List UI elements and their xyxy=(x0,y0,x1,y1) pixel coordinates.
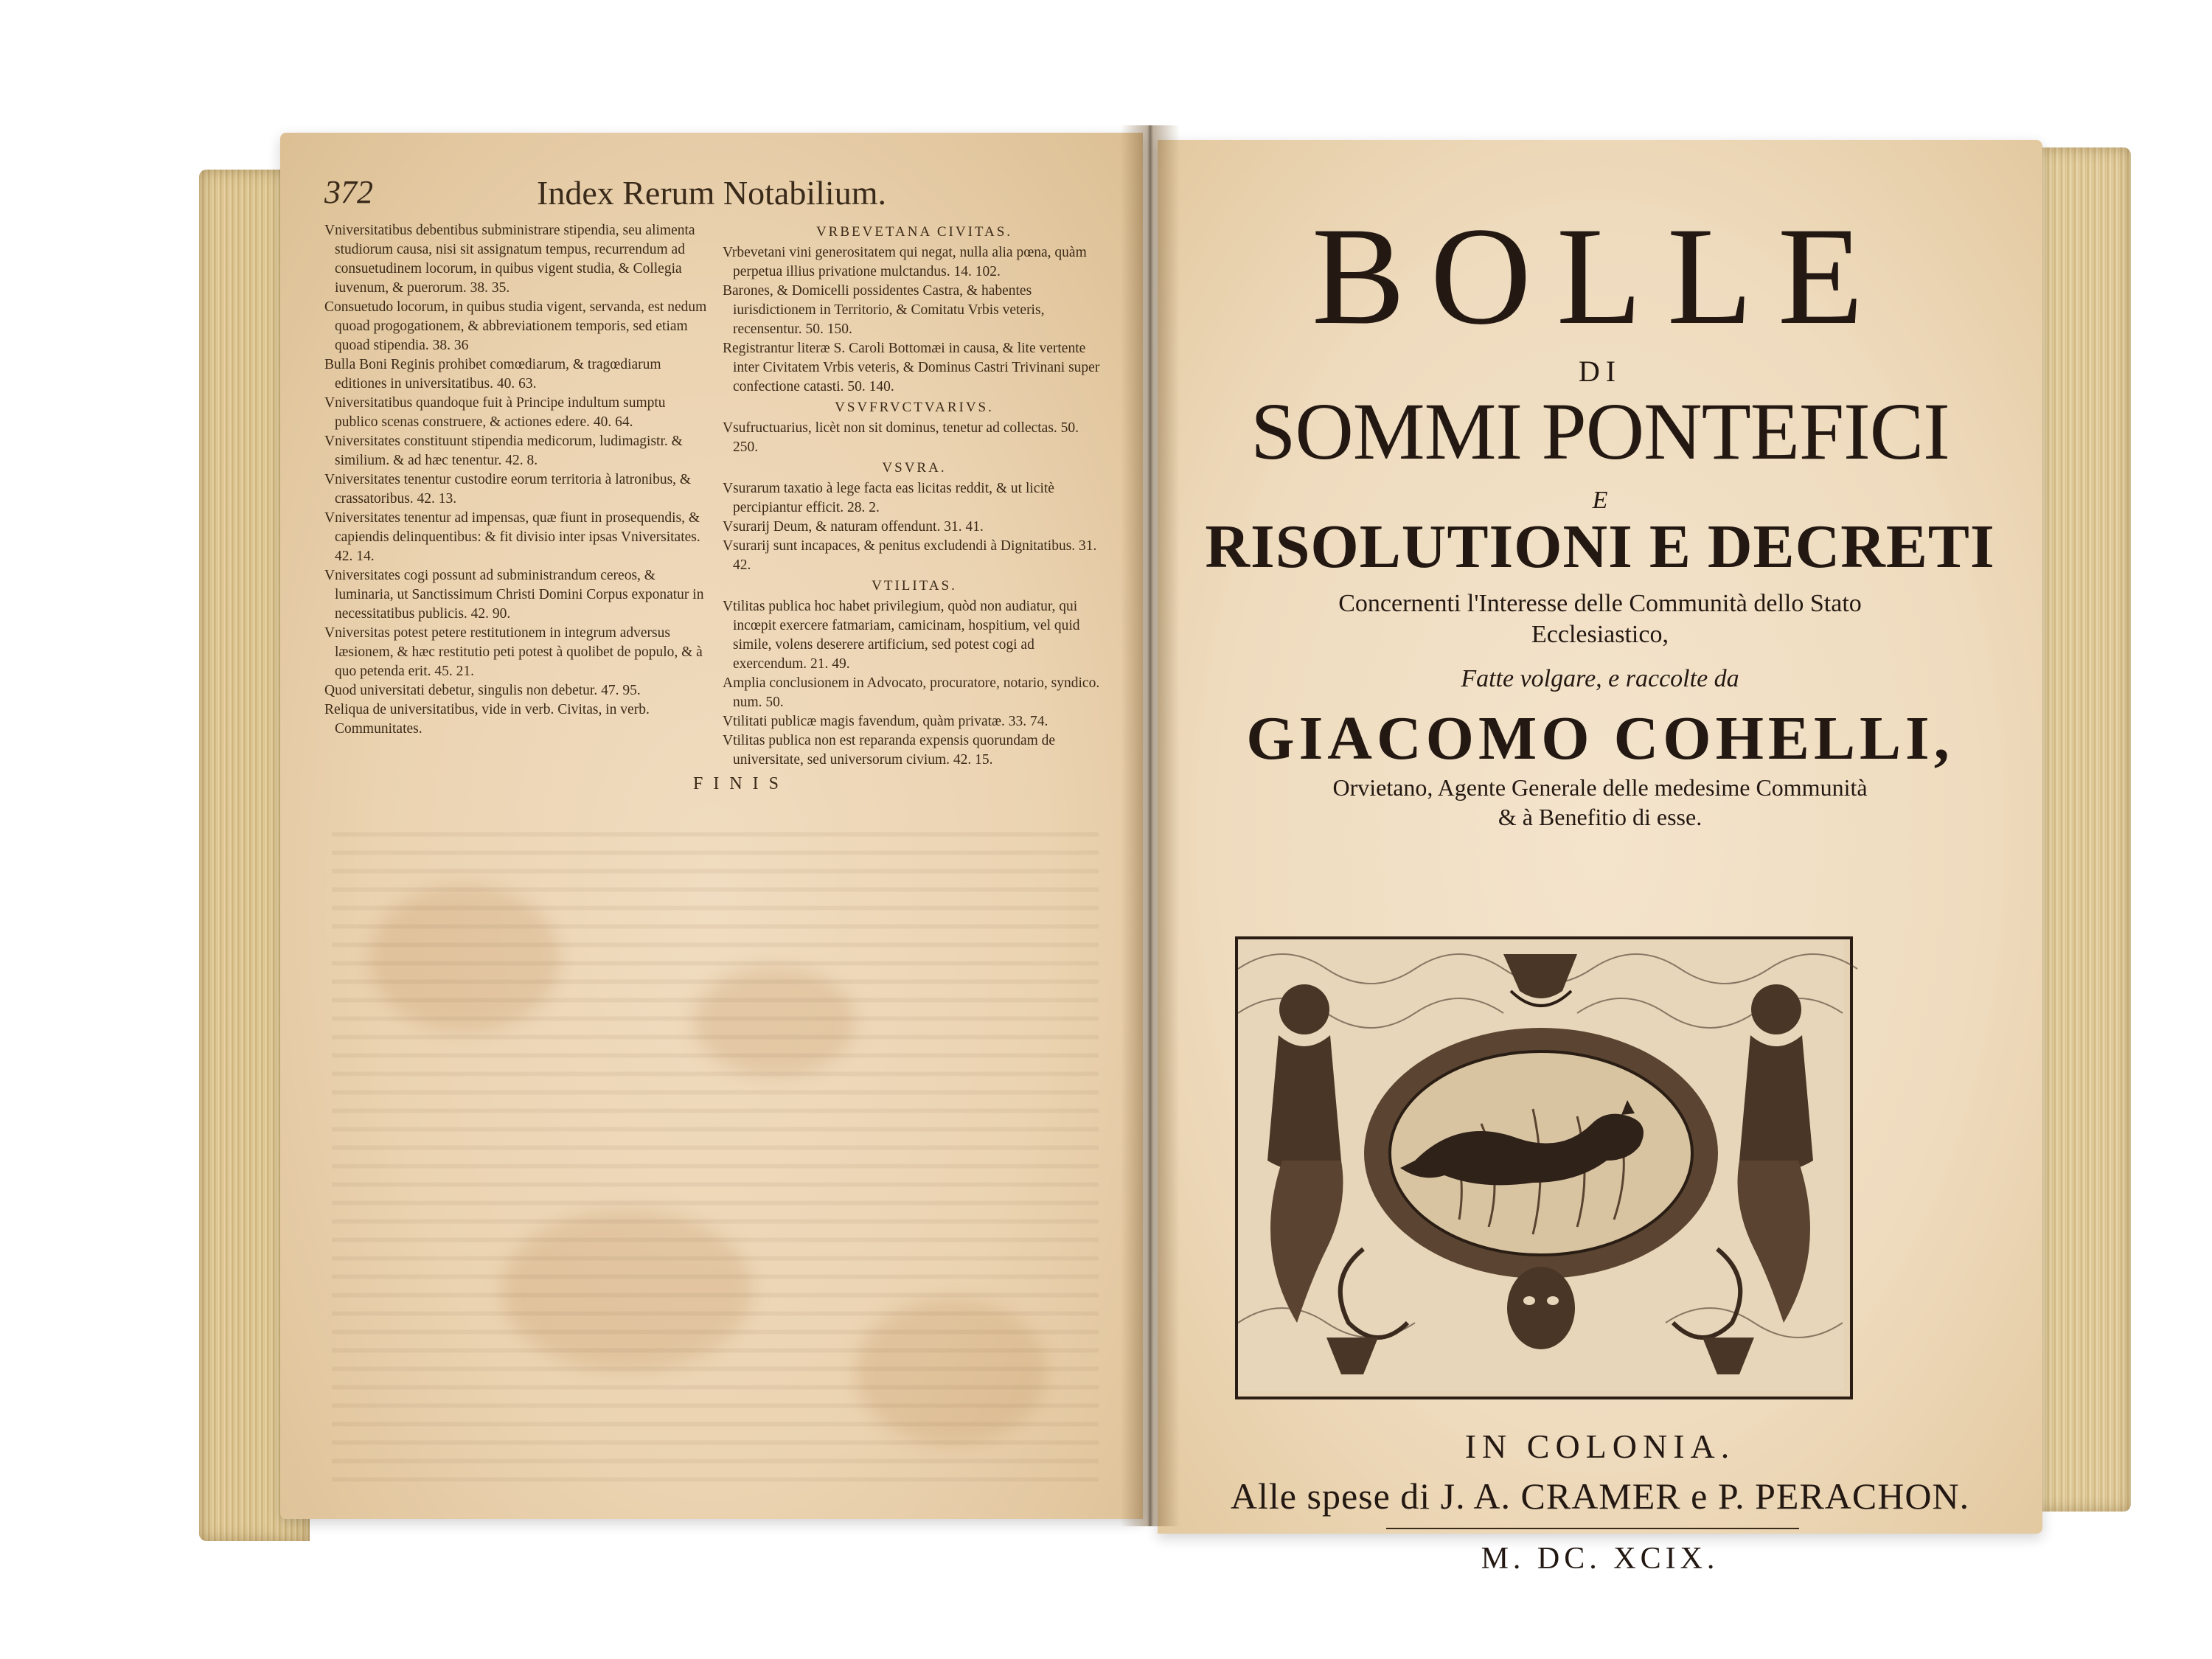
index-heading: VRBEVETANA CIVITAS. xyxy=(815,224,1013,240)
index-entry: Reliqua de universitatibus, vide in verb. Civitas, in verb. Communitates. xyxy=(324,702,650,737)
index-heading: VSVRA. xyxy=(882,460,947,476)
title-bolle: BOLLE xyxy=(1311,199,1889,354)
index-entry: Vsurarij sunt incapaces, & penitus excludendi à Dignitatibus. 31. 42. xyxy=(723,538,1097,573)
running-title: Index Rerum Notabilium. xyxy=(537,174,886,212)
title-sommi-pontefici: SOMMI PONTEFICI xyxy=(1251,386,1950,476)
index-entry: Vsufructuarius, licèt non sit dominus, tenetur ad collectas. 50. 250. xyxy=(723,420,1079,455)
index-entry: Vtilitati publicæ magis favendum, quàm privatæ. 33. 74. xyxy=(723,714,1048,729)
title-e: E xyxy=(1592,487,1608,514)
index-entry: Vniversitates cogi possunt ad subministrandum cereos, & luminaria, ut Sanctissimum Christi Domini Corpus exponatur in necessitatibus publicis. 42. 90. xyxy=(324,568,704,622)
page-header xyxy=(324,173,1099,218)
index-entry: Vniversitas potest petere restitutionem in integrum adversus læsionem, & hæc restitutio peti potest à quolibet de populo, & à quo petenda erit. 45. 21. xyxy=(324,625,703,679)
show-through-text xyxy=(332,818,1099,1482)
title-risolutioni: RISOLUTIONI E DECRETI xyxy=(1205,512,1995,581)
author-name: GIACOMO COHELLI, xyxy=(1246,704,1954,773)
index-entry: Vsurarum taxatio à lege facta eas licitas reddit, & ut licitè percipiantur efficit. 28. 2. xyxy=(723,481,1054,515)
woodcut-device-illustration xyxy=(1235,936,1853,1399)
index-entry: Vsurarij Deum, & naturam offendunt. 31. 41. xyxy=(723,519,984,535)
book-gutter xyxy=(1121,125,1180,1526)
salamander-in-flames-icon xyxy=(1238,939,1844,1391)
index-entry: Vniversitates constituunt stipendia medicorum, ludimagistr. & similium. & ad hæc tenentur. 42. 8. xyxy=(324,434,683,468)
index-entry: Vtilitas publica non est reparanda expensis quorundam de universitate, sed universorum civium. 42. 15. xyxy=(723,733,1056,768)
index-entry: Vrbevetani vini generositatem qui negat, nulla alia pœna, quàm perpetua illius privatione mulctandus. 14. 102. xyxy=(723,245,1087,279)
index-entry: Amplia conclusionem in Advocato, procuratore, notario, syndico. num. 50. xyxy=(723,675,1100,710)
imprint-rule xyxy=(1386,1528,1799,1529)
subtitle-concernenti: Concernenti l'Interesse delle Communità dello Stato xyxy=(1338,590,1862,617)
index-entry: Consuetudo locorum, in quibus studia vigent, servanda, est nedum quoad progogationem, & abbreviationem temporis, sed etiam quoad stipendia. 38. 36 xyxy=(324,299,707,353)
index-entry: Bulla Boni Reginis prohibet comœdiarum, & tragœdiarum editiones in universitatibus. 40. 63. xyxy=(324,357,661,392)
index-heading: VTILITAS. xyxy=(872,578,957,594)
index-entry: Vtilitas publica hoc habet privilegium, quòd non audiatur, qui incœpit exercere fatmariam, camicinam, hospitium, vel quid simile, volens deserere artificium, sed potest cogi ad exercendum. 21. 49. xyxy=(723,599,1080,672)
index-entry: Quod universitati debetur, singulis non debetur. 47. 95. xyxy=(324,683,641,698)
imprint-year: M. DC. XCIX. xyxy=(1481,1542,1719,1576)
index-entry: Registrantur literæ S. Caroli Bottomæi in causa, & lite vertente inter Civitatem Vrbis veteris, & Dominus Castri Trivinani super confectione catasti. 50. 140. xyxy=(723,341,1100,394)
subtitle-fatte: Fatte volgare, e raccolte da xyxy=(1461,665,1739,692)
index-entry: Vniversitatibus debentibus subministrare stipendia, seu alimenta studiorum causa, nisi sit assignatum tempus, recurrendum ad consuetudinem locorum, in quibus vigent studia, & Collegia iuvenum, & puerorum. 38. 35. xyxy=(324,223,695,296)
finis-mark: FINIS xyxy=(693,774,790,793)
imprint-place: IN COLONIA. xyxy=(1464,1427,1736,1465)
index-entry: Barones, & Domicelli possidentes Castra, & habentes iurisdictionem in Territorio, & Comitatu Vrbis veteris, recensentur. 50. 150. xyxy=(723,283,1045,337)
left-page xyxy=(280,133,1143,1519)
title-di: DI xyxy=(1578,355,1622,388)
author-description: Orvietano, Agente Generale delle medesime Communità xyxy=(1332,774,1868,801)
index-entry: Vniversitates tenentur custodire eorum territoria à latronibus, & crassatoribus. 42. 13. xyxy=(324,472,692,507)
index-entry: Vniversitates tenentur ad impensas, quæ fiunt in prosequendis, & capiendis delinquentibus: & fit divisio inter ipsas Vniversitates. 42. 14. xyxy=(324,510,700,564)
index-entry: Vniversitatibus quandoque fuit à Principe indultum sumptu publico scenas construere, & actiones edere. 40. 64. xyxy=(324,395,666,430)
subtitle-ecclesiastico: Ecclesiastico, xyxy=(1531,621,1669,648)
index-column-left xyxy=(324,221,708,739)
imprint-publisher: Alle spese di J. A. CRAMER e P. PERACHON. xyxy=(1230,1475,1970,1517)
page-number: 372 xyxy=(324,174,373,210)
index-heading: VSVFRVCTVARIVS. xyxy=(835,400,994,415)
author-description-2: & à Benefitio di esse. xyxy=(1498,804,1703,830)
title-page xyxy=(1158,140,2042,1576)
index-column-right xyxy=(723,221,1106,770)
open-book xyxy=(199,118,2131,1576)
